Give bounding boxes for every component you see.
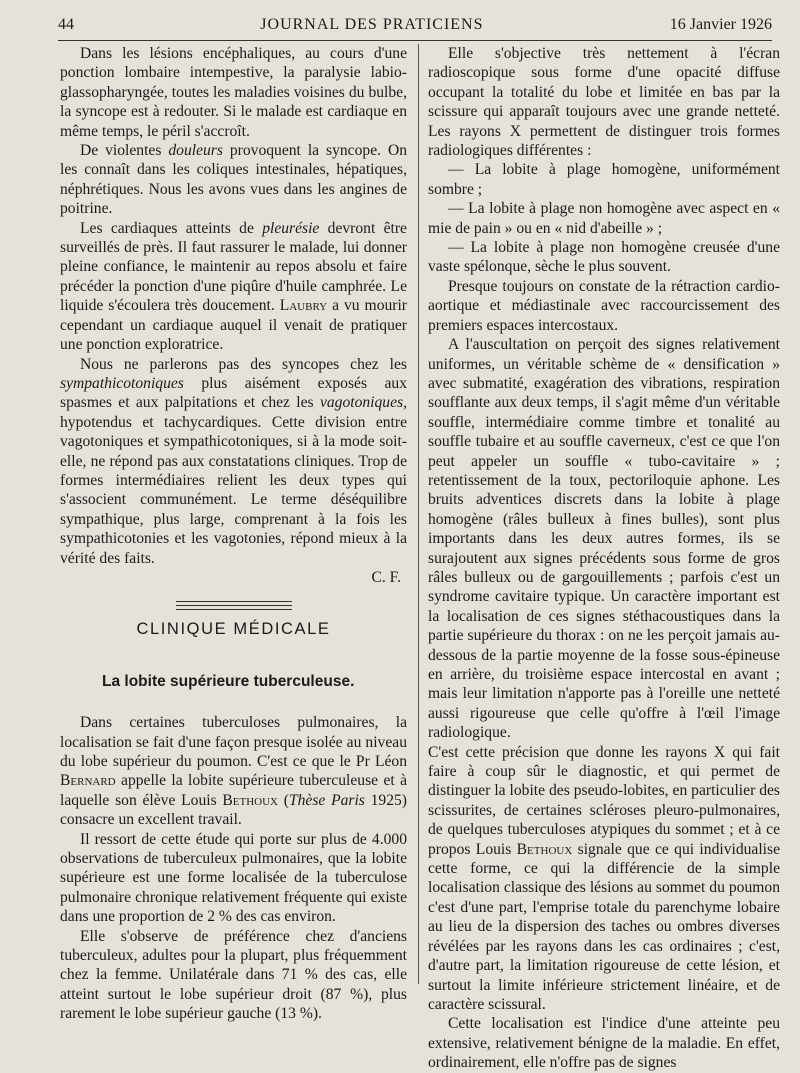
running-header bbox=[58, 16, 772, 38]
paragraph: C'est cette précision que donne les rayons X qui fait faire à coup sûr le diagnostic, et qui permet de distinguer la lobite des pseudo-lobites, en particulier des scissurites, de certaines scléroses pleuro-pulmonaires, de quelques tuberculoses atypiques du sommet ; et à ce propos Louis Bethoux signale que ce qui individualise cette forme, ce qui la différencie de la simple localisation classique des lésions au sommet du poumon c'est d'une part, l'emprise totale du parenchyme lobaire au lieu de la dispersion des taches ou ombres diverses révélées par les rayons dans les cas ordinaires ; c'est, d'autre part, la limitation rigoureuse de cette lésion, et surtout la limite inférieure strictement linéaire, et de caractère scissural. bbox=[428, 743, 780, 1013]
author-signature: C. F. bbox=[371, 568, 401, 586]
list-item: — La lobite à plage homogène, uniformément sombre ; bbox=[428, 161, 780, 198]
paragraph: Cette localisation est l'indice d'une atteinte peu extensive, relativement bénigne de la maladie. En effet, ordinairement, elle n'offre pas de signes bbox=[428, 1015, 780, 1072]
header-rule bbox=[58, 40, 772, 41]
paragraph: Elle s'objective très nettement à l'écran radioscopique sous forme d'une opacité diffuse occupant la totalité du lobe et limitée en bas par la scissure qui apparaît toujours avec une grande netteté. Les rayons X permettent de distinguer trois formes radiologiques différentes : bbox=[428, 45, 780, 160]
paragraph: Les cardiaques atteints de pleurésie devront être surveillés de près. Il faut rassurer le malade, lui donner pleine confiance, le maintenir au repos absolu et faire précéder la ponction d'une piqûre d'huile camphrée. Le liquide s'écoulera très doucement. Laubry a vu mourir cependant un cardiaque auquel il venait de pratiquer une ponction exploratrice. bbox=[60, 219, 407, 354]
list-item: — La lobite à plage non homogène avec aspect en « mie de pain » ou en « nid d'abeille » ; bbox=[428, 200, 780, 237]
page-number: 44 bbox=[58, 16, 74, 33]
paragraph: A l'auscultation on perçoit des signes relativement uniformes, un véritable schème de « densification » avec submatité, exagération des vibrations, respiration soufflante aux deux temps, il s'agit même d'un véritable souffle, intermédiaire comme timbre et tonalité au souffle tubaire et au souffle caverneux, c'est ce que l'on peut appeler un souffle « tubo-cavitaire » ; retentissement de la toux, pectoriloquie aphone. Les bruits adventices discrets dans la lobite à plage homogène (râles bulleux à fines bulles), sont plus importants dans les deux autres formes, ils se surajoutent aux signes précédents sous forme de gros râles bulleux ou de gargouillements ; parfois c'est un syndrome cavitaire typique. Un caractère important est la localisation de ces signes stéthacoustiques dans la partie supérieure du thorax : on ne les perçoit jamais au-dessous de la partie moyenne de la fosse sous-épineuse en arrière, du troisième espace intercostal en avant ; mais leur limitation n'apporte pas à l'oreille une netteté aussi rigoureuse que celle qu'offre à l'œil l'image radiologique. bbox=[428, 336, 780, 742]
right-column bbox=[428, 44, 780, 1073]
section-separator bbox=[176, 601, 292, 610]
column-divider bbox=[418, 44, 419, 984]
list-item: — La lobite à plage non homogène creusée d'une vaste spélonque, sèche le plus souvent. bbox=[428, 239, 780, 276]
paragraph: De violentes douleurs provoquent la syncope. On les connaît dans les coliques intestinales, hépatiques, néphrétiques. Nous les avons vues dans les angines de poitrine. bbox=[60, 142, 408, 218]
paragraph: Dans certaines tuberculoses pulmonaires, la localisation se fait d'une façon presque isolée au niveau du lobe supérieur du poumon. C'est ce que le Pr Léon Bernard appelle la lobite supérieure tuberculeuse et à laquelle son élève Louis Bethoux (Thèse Paris 1925) consacre un excellent travail. bbox=[60, 714, 407, 829]
journal-title: JOURNAL DES PRATICIENS bbox=[260, 16, 484, 33]
section-title: CLINIQUE MÉDICALE bbox=[136, 620, 331, 639]
paragraph: Dans les lésions encéphaliques, au cours d'une ponction lombaire intempestive, la paralysie labio-glassopharyngée, toutes les maladies voisines du bulbe, la syncope est à redouter. Si le malade est cardiaque en même temps, le péril s'accroît. bbox=[60, 45, 407, 140]
paragraph: Nous ne parlerons pas des syncopes chez les sympathicotoniques plus aisément exposés aux spasmes et aux palpitations et chez les vagotoniques, hypotendus et tachycardiques. Cette division entre vagotoniques et sympathicotoniques, si à la mode soit-elle, ne répond pas aux constatations cliniques. Trop de formes intermédiaires relient les deux types qui s'associent communément. Le terme déséquilibre sympathique, plus large, comprenant à la fois les sympathicotonies et les vagotonies, répond mieux à la vérité des faits. bbox=[60, 355, 407, 567]
paragraph: Elle s'observe de préférence chez d'anciens tuberculeux, adultes pour la plupart, plus fréquemment chez la femme. Unilatérale dans 71 % des cas, elle atteint surtout le lobe supérieur droit (87 %), plus rarement le lobe supérieur gauche (13 %). bbox=[60, 927, 407, 1023]
paragraph: Presque toujours on constate de la rétraction cardio-aortique et médiastinale avec raccourcissement des premiers espaces intercostaux. bbox=[428, 277, 780, 334]
issue-date: 16 Janvier 1926 bbox=[669, 16, 772, 33]
paragraph: Il ressort de cette étude qui porte sur plus de 4.000 observations de tuberculeux pulmonaires, que la lobite supérieure est une forme localisée de la tuberculose pulmonaire chronique relativement fréquente qui existe dans une proportion de 2 % des cas environ. bbox=[60, 830, 407, 926]
left-column bbox=[60, 44, 407, 1024]
article-title: La lobite supérieure tuberculeuse. bbox=[102, 672, 355, 690]
